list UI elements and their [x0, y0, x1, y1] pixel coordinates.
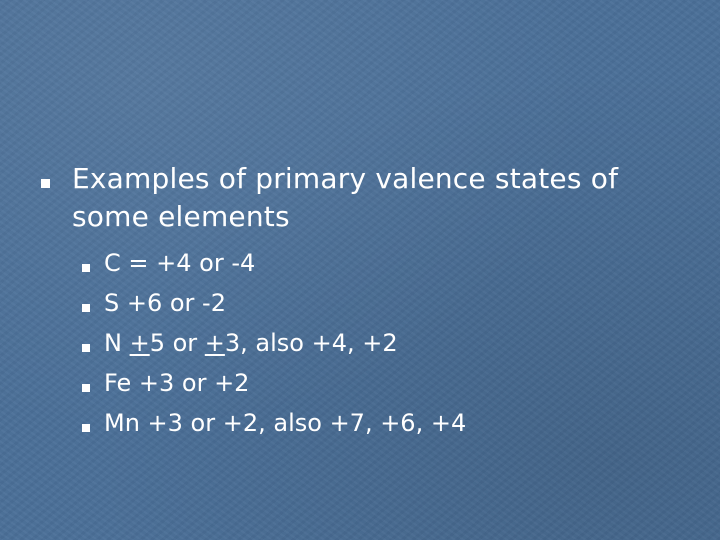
- main-bullet-text: Examples of primary valence states of some elements: [72, 162, 619, 233]
- sub-bullet-manganese: [82, 405, 642, 445]
- sub-bullet-text: C = +4 or -4: [104, 249, 256, 277]
- square-bullet-icon: [82, 384, 90, 392]
- sub-bullet-text: Mn +3 or +2, also +7, +6, +4: [104, 409, 467, 437]
- plus-minus-sign: +: [129, 329, 150, 357]
- sub-bullet-text-part: 5 or: [149, 329, 205, 357]
- sub-bullet-text-part: N: [104, 329, 130, 357]
- square-bullet-icon: [41, 179, 50, 188]
- square-bullet-icon: [82, 304, 90, 312]
- sub-bullet-list: [82, 245, 642, 445]
- sub-bullet-carbon: [82, 245, 642, 285]
- sub-bullet-text-part: 3, also +4, +2: [224, 329, 398, 357]
- sub-bullet-iron: [82, 365, 642, 405]
- square-bullet-icon: [82, 424, 90, 432]
- sub-bullet-text: S +6 or -2: [104, 289, 226, 317]
- square-bullet-icon: [82, 344, 90, 352]
- square-bullet-icon: [82, 264, 90, 272]
- sub-bullet-text: Fe +3 or +2: [104, 369, 250, 397]
- sub-bullet-sulfur: [82, 285, 642, 325]
- sub-bullet-nitrogen: [82, 325, 642, 365]
- plus-minus-sign: +: [204, 329, 225, 357]
